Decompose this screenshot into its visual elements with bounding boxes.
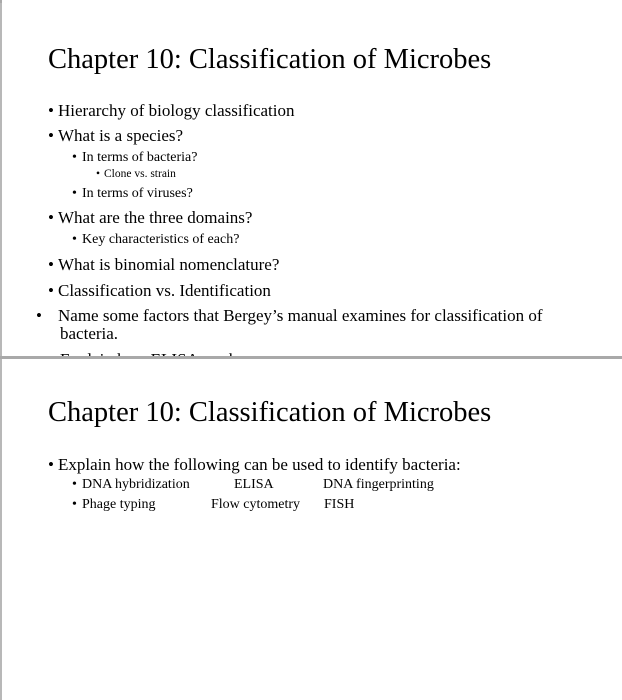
technique-flow-cytometry (211, 497, 300, 513)
bullet-text: What are the three domains? (58, 208, 253, 227)
technique-dna-hybridization (72, 477, 190, 493)
subbullet-bacteria (72, 150, 197, 166)
technique-phage-typing (72, 497, 156, 513)
technique-label: ELISA (234, 477, 274, 492)
bullet-binomial (48, 255, 279, 275)
subsubbullet-clone-strain (96, 168, 176, 180)
bullet-explain-identify (48, 455, 461, 475)
bullet-dot: • (72, 150, 77, 165)
bullet-dot: • (48, 208, 54, 227)
slide-2-title: Chapter 10: Classification of Microbes (48, 397, 492, 428)
bullet-bergeys-manual (36, 306, 578, 343)
bullet-dot: • (72, 186, 77, 201)
technique-label: DNA hybridization (82, 477, 190, 492)
bullet-dot: • (48, 255, 54, 274)
bullet-dot: • (48, 126, 54, 145)
bullet-text: Clone vs. strain (104, 168, 176, 180)
subbullet-viruses (72, 186, 193, 202)
bullet-text: Key characteristics of each? (82, 232, 240, 247)
slide-2 (2, 359, 622, 700)
bullet-text: Classification vs. Identification (58, 281, 271, 300)
bullet-text: In terms of viruses? (82, 186, 193, 201)
bullet-species (48, 126, 183, 146)
bullet-dot: • (96, 168, 101, 180)
bullet-dot: • (48, 455, 54, 474)
bullet-dot: • (36, 306, 42, 325)
bullet-domains (48, 208, 252, 228)
bullet-text: Name some factors that Bergey’s manual examines for classification of bacteria. (58, 306, 543, 343)
bullet-text: What is binomial nomenclature? (58, 255, 280, 274)
bullet-text: In terms of bacteria? (82, 150, 198, 165)
subbullet-characteristics (72, 232, 239, 248)
technique-label: DNA fingerprinting (323, 477, 434, 492)
bullet-dot: • (72, 477, 77, 492)
technique-label: Phage typing (82, 497, 156, 512)
bullet-dot: • (72, 497, 77, 512)
slide-1-title: Chapter 10: Classification of Microbes (48, 44, 492, 75)
bullet-hierarchy (48, 101, 295, 121)
bullet-text: Explain how the following can be used to identify bacteria: (58, 455, 461, 474)
bullet-text: Hierarchy of biology classification (58, 101, 295, 120)
technique-label: Flow cytometry (211, 497, 301, 512)
technique-elisa (234, 477, 274, 493)
technique-dna-fingerprinting (323, 477, 434, 493)
bullet-dot: • (48, 101, 54, 120)
slide-1 (2, 0, 622, 356)
bullet-text: What is a species? (58, 126, 184, 145)
technique-fish (324, 497, 354, 513)
bullet-dot: • (72, 232, 77, 247)
bullet-dot: • (48, 281, 54, 300)
bullet-classification-vs-identification (48, 281, 271, 301)
technique-label: FISH (324, 497, 355, 512)
